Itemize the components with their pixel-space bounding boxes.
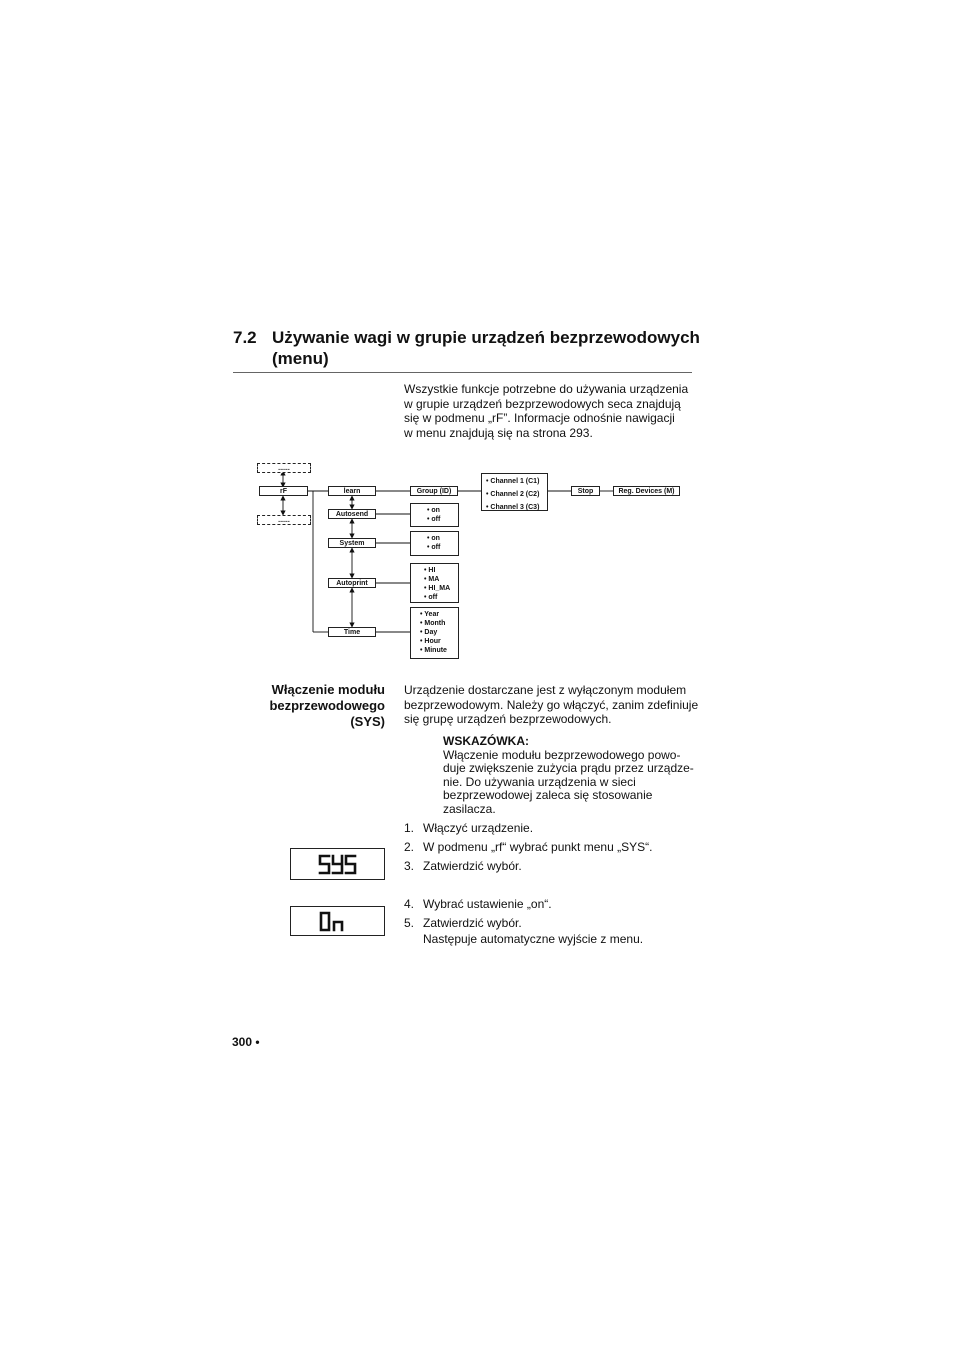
option-item: • HI [424, 567, 436, 574]
note-line: bezprzewodowej zaleca się stosowanie [443, 788, 653, 803]
step-number: 1. [404, 821, 415, 835]
option-item: • Day [420, 629, 438, 636]
step-number: 3. [404, 859, 415, 873]
option-item: • on [427, 535, 440, 542]
step-3 [404, 859, 522, 874]
step-text: Zatwierdzić wybór. [423, 916, 522, 930]
step-text: Zatwierdzić wybór. [423, 859, 522, 873]
stop-box: Stop [571, 486, 600, 496]
step-text: Wybrać ustawienie „on“. [423, 897, 552, 911]
intro-line: Wszystkie funkcje potrzebne do używania urządzenia [404, 382, 689, 396]
learn-box: learn [328, 486, 376, 496]
body-line: się grupę urządzeń bezprzewodowych. [404, 712, 612, 727]
option-item: • HI_MA [424, 585, 451, 592]
note-title: WSKAZÓWKA: [443, 734, 529, 748]
option-item: • Month [420, 620, 446, 627]
option-item: • off [427, 544, 441, 551]
system-options [410, 531, 459, 556]
step-number: 5. [404, 916, 415, 930]
step-text: W podmenu „rf“ wybrać punkt menu „SYS“. [423, 840, 653, 854]
step-4 [404, 897, 552, 912]
intro-line: w grupie urządzeń bezprzewodowych seca znajdują [404, 396, 681, 411]
body-line: Urządzenie dostarczane jest z wyłączonym modułem [404, 683, 687, 697]
section-title-line1: Używanie wagi w grupie urządzeń bezprzewodowych [272, 328, 700, 347]
subsection-body [404, 683, 698, 727]
body-line: bezprzewodowym. Należy go włączyć, zanim zdefiniuje [404, 697, 699, 712]
display-on [290, 906, 385, 936]
autosend-box: Autosend [328, 509, 376, 519]
reg-devices-box: Reg. Devices (M) [613, 486, 680, 496]
time-box: Time [328, 627, 376, 637]
option-item: • Year [420, 611, 440, 618]
group-box: Group (ID) [410, 486, 458, 496]
autoprint-box: Autoprint [328, 578, 376, 588]
channel-item: • Channel 3 (C3) [486, 504, 540, 511]
time-options [410, 607, 459, 659]
step-number: 2. [404, 840, 415, 854]
dots-box-bottom: ...... [257, 515, 311, 525]
option-item: • Minute [420, 647, 447, 654]
section-number: 7.2 [233, 328, 257, 347]
final-line: Następuje automatyczne wyjście z menu. [423, 932, 644, 946]
note-line: duje zwiększenie zużycia prądu przez urządze- [443, 761, 694, 776]
channel-item: • Channel 1 (C1) [486, 478, 540, 485]
display-sys-segments [291, 849, 386, 881]
channel-item: • Channel 2 (C2) [486, 491, 540, 498]
subsection-heading [230, 682, 385, 730]
option-item: • MA [424, 576, 440, 583]
option-item: • off [424, 594, 438, 601]
channels-box [481, 473, 548, 511]
step-text: Włączyć urządzenie. [423, 821, 534, 835]
rf-box: rF [259, 486, 308, 496]
step-1 [404, 821, 534, 836]
intro-line: w menu znajdują się na strona 293. [404, 425, 593, 440]
note-line: zasilacza. [443, 801, 496, 816]
display-on-segments [291, 907, 386, 937]
note-block [443, 735, 694, 817]
display-sys [290, 848, 385, 880]
step-number: 4. [404, 897, 415, 911]
autosend-options [410, 503, 459, 527]
step-2 [404, 840, 653, 855]
autoprint-options [410, 563, 459, 603]
subsection-heading-line: bezprzewodowego [269, 698, 385, 713]
system-box: System [328, 538, 376, 548]
subsection-heading-line: (SYS) [350, 714, 385, 729]
subsection-heading-line: Włączenie modułu [271, 682, 385, 697]
note-line: Włączenie modułu bezprzewodowego powo- [443, 747, 681, 762]
note-line: nie. Do używania urządzenia w sieci [443, 774, 636, 789]
section-title-line2: (menu) [272, 349, 329, 368]
dots-box-top: ...... [257, 463, 311, 473]
intro-line: się w podmenu „rF”. Informacje odnośnie nawigacji [404, 411, 675, 426]
option-item: • off [427, 516, 441, 523]
step-5 [404, 916, 522, 931]
page-number: 300 • [232, 1035, 260, 1049]
option-item: • on [427, 507, 440, 514]
option-item: • Hour [420, 638, 441, 645]
